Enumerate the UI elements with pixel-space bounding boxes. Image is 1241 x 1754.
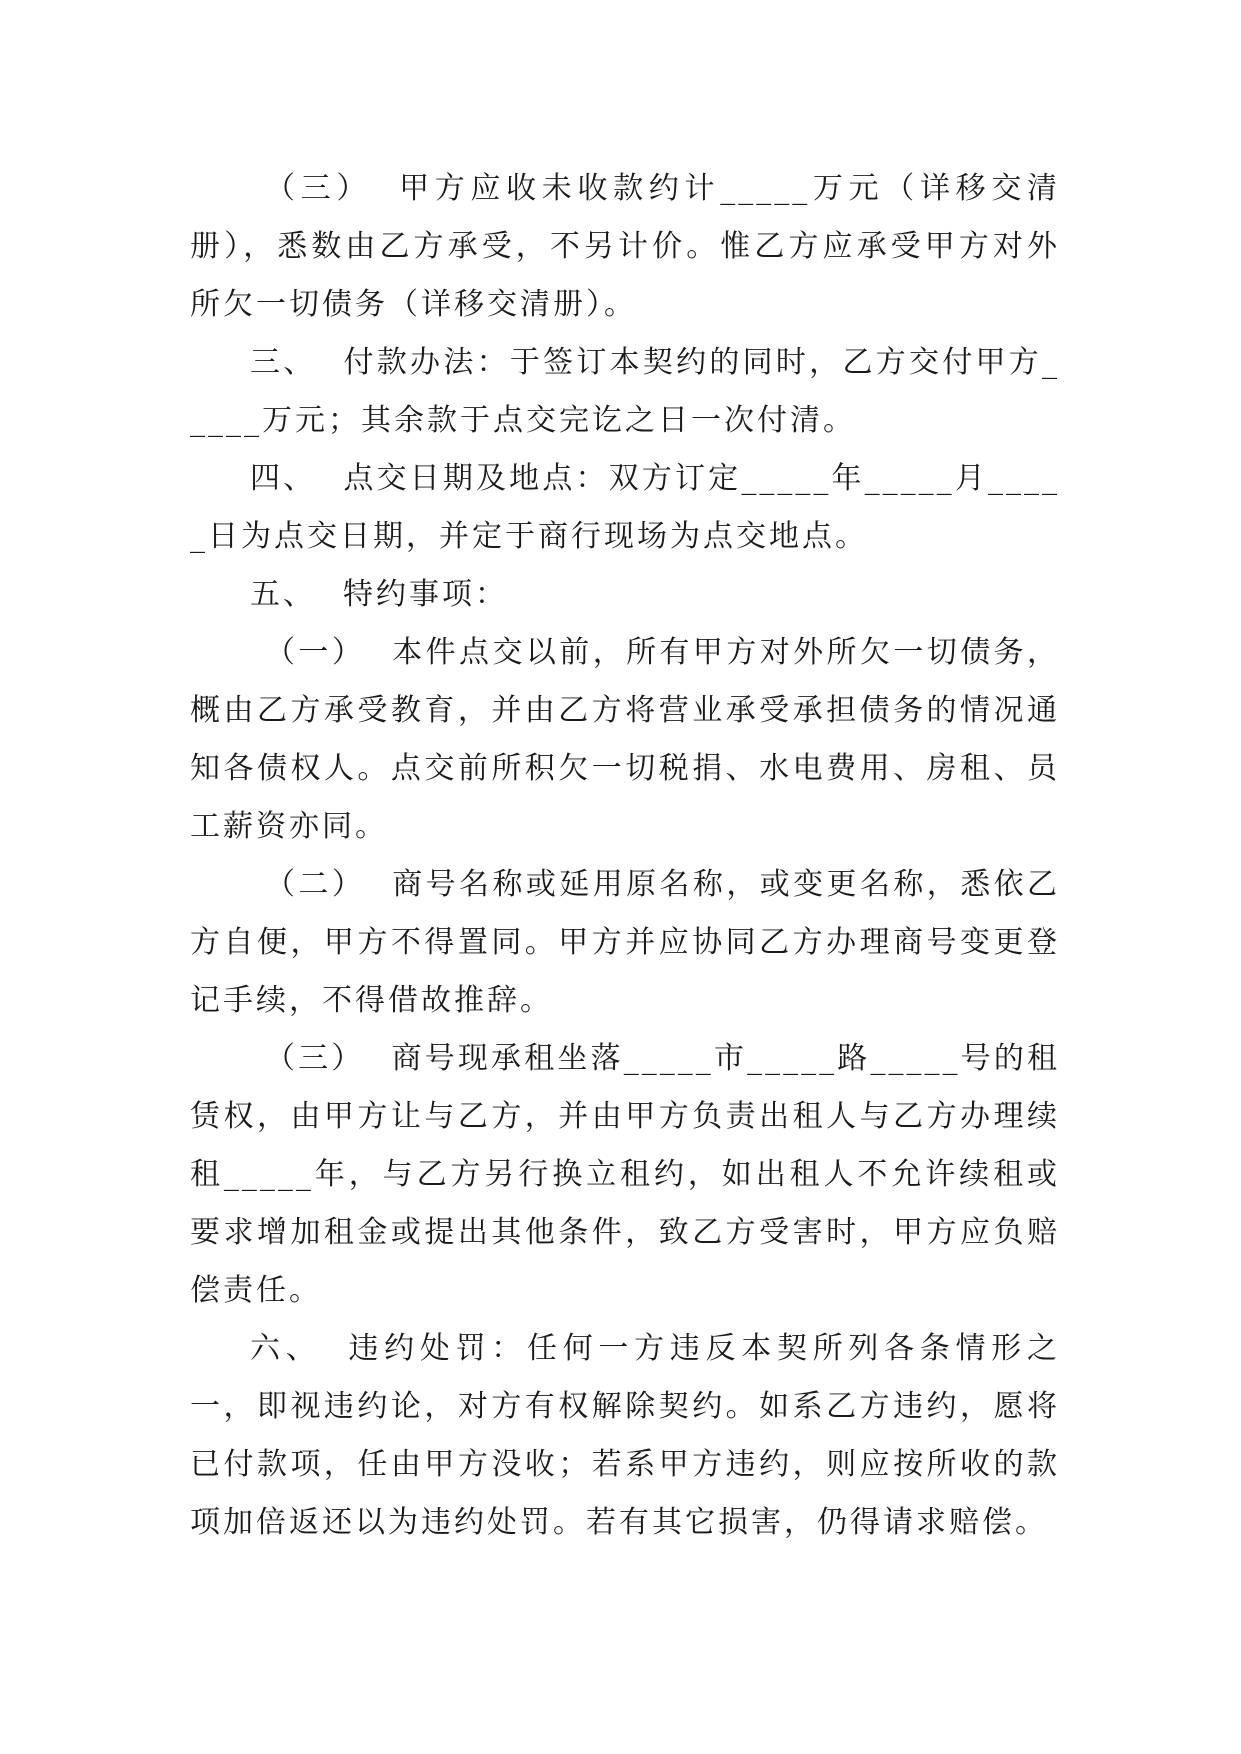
paragraph-debts	[190, 624, 1060, 856]
paragraph-text: 付款办法：于签订本契约的同时，乙方交付甲方_____万元；其余款于点交完讫之日一次付清。	[190, 345, 1061, 438]
paragraph-number: （三）	[265, 171, 373, 206]
paragraph-text: 甲方应收未收款约计_____万元（详移交清册），悉数由乙方承受，不另计价。惟乙方应承受甲方对外所欠一切债务（详移交清册）。	[190, 171, 1061, 322]
paragraph-handover-date	[190, 450, 1060, 566]
paragraph-payment-method	[190, 334, 1060, 450]
paragraph-special-terms	[190, 566, 1060, 624]
paragraph-number: 四、	[250, 461, 317, 496]
paragraph-receivables	[190, 160, 1060, 334]
paragraph-text: 特约事项：	[343, 577, 508, 612]
contract-body	[190, 160, 1060, 1552]
paragraph-lease	[190, 1030, 1060, 1320]
paragraph-text: 点交日期及地点：双方订定_____年_____月_____日为点交日期，并定于商行现场为点交地点。	[190, 461, 1061, 554]
paragraph-text: 商号名称或延用原名称，或变更名称，悉依乙方自便，甲方不得置同。甲方并应协同乙方办理商号变更登记手续，不得借故推辞。	[190, 867, 1061, 1018]
paragraph-number: 三、	[250, 345, 317, 380]
paragraph-breach-penalty	[190, 1320, 1060, 1552]
paragraph-number: 五、	[250, 577, 316, 612]
paragraph-text: 商号现承租坐落_____市_____路_____号的租赁权，由甲方让与乙方，并由甲方负责出租人与乙方办理续租_____年，与乙方另行换立租约，如出租人不允许续租或要求增加租金或提出其他条件，致乙方受害时，甲方应负赔偿责任。	[190, 1041, 1061, 1308]
paragraph-text: 本件点交以前，所有甲方对外所欠一切债务，概由乙方承受教育，并由乙方将营业承受承担债务的情况通知各债权人。点交前所积欠一切税捐、水电费用、房租、员工薪资亦同。	[190, 635, 1061, 844]
paragraph-number: 六、	[250, 1331, 322, 1366]
paragraph-number: （三）	[265, 1041, 365, 1076]
paragraph-number: （一）	[265, 635, 366, 670]
paragraph-number: （二）	[265, 867, 366, 902]
paragraph-text: 违约处罚：任何一方违反本契所列各条情形之一，即视违约论，对方有权解除契约。如系乙方违约，愿将已付款项，任由甲方没收；若系甲方违约，则应按所收的款项加倍返还以为违约处罚。若有其它损害，仍得请求赔偿。	[190, 1331, 1061, 1540]
paragraph-trade-name	[190, 856, 1060, 1030]
